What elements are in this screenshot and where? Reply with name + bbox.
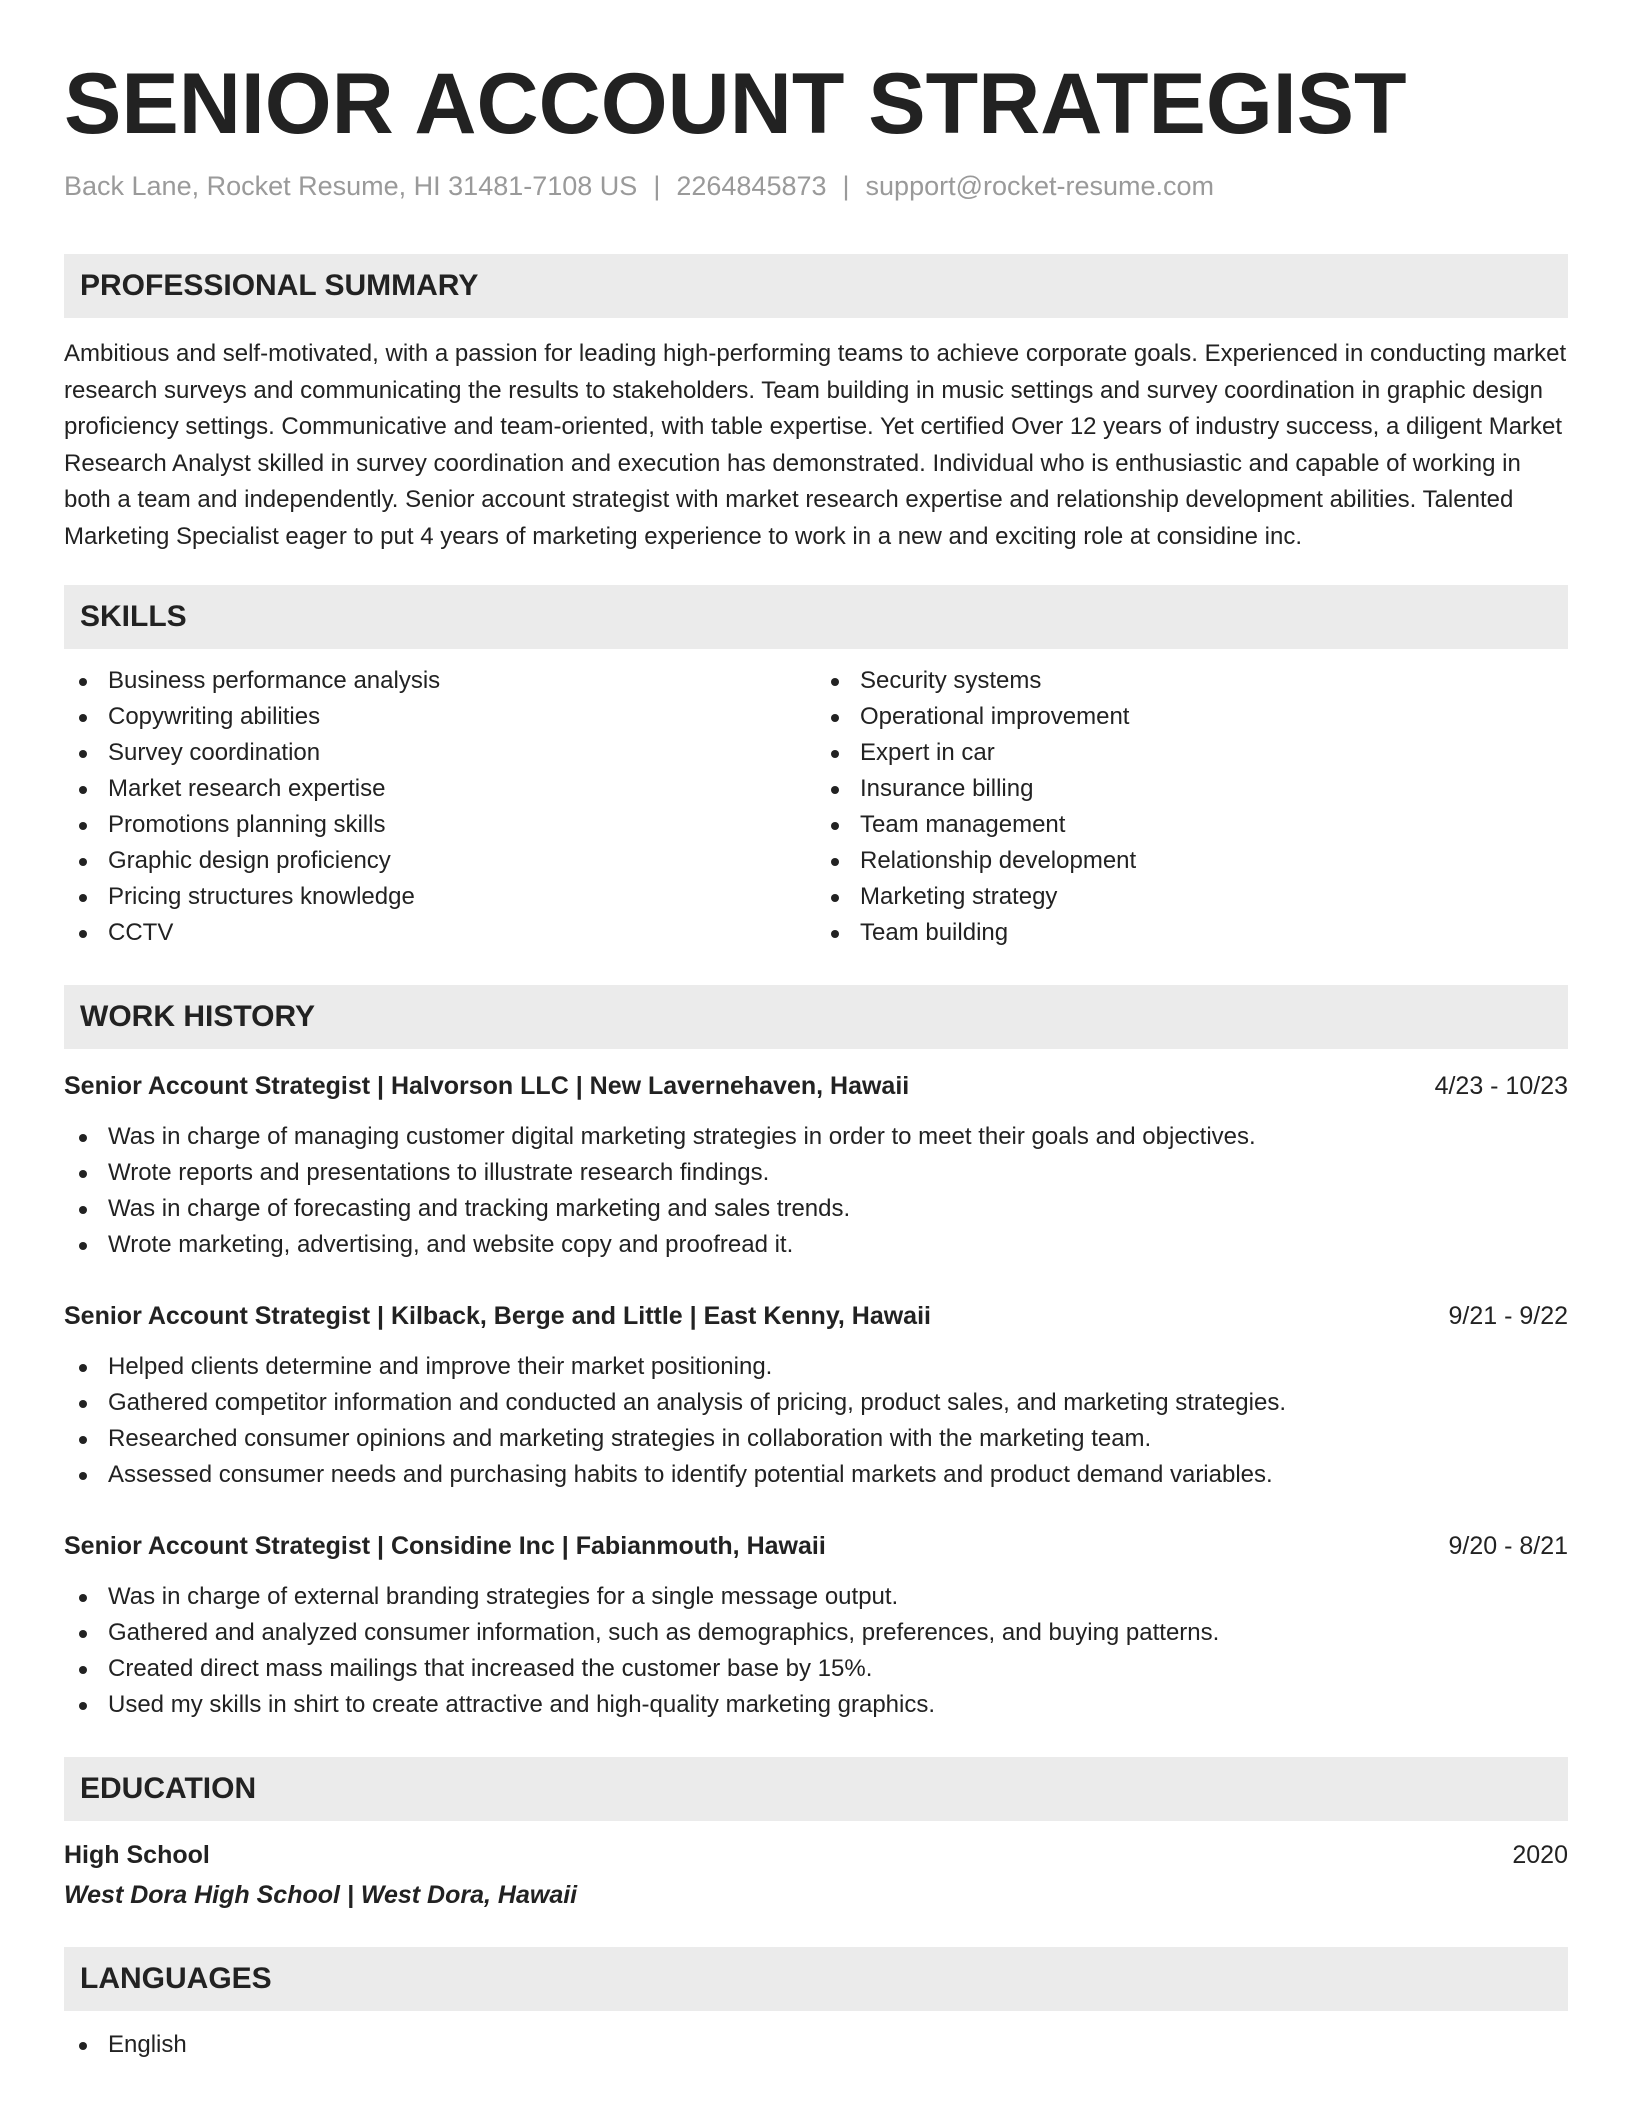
languages-list bbox=[64, 2027, 1568, 2063]
job-dates: 4/23 - 10/23 bbox=[1434, 1072, 1568, 1100]
languages-heading: LANGUAGES bbox=[64, 1947, 1568, 2011]
contact-address: Back Lane, Rocket Resume, HI 31481-7108 US bbox=[64, 171, 638, 201]
job-bullet: Was in charge of external branding strategies for a single message output. bbox=[64, 1579, 1568, 1615]
job-bullet: Wrote marketing, advertising, and website copy and proofread it. bbox=[64, 1227, 1568, 1263]
education-header bbox=[64, 1837, 1568, 1873]
job-bullet: Wrote reports and presentations to illustrate research findings. bbox=[64, 1155, 1568, 1191]
job-bullet: Researched consumer opinions and marketing strategies in collaboration with the marketing team. bbox=[64, 1421, 1568, 1457]
job-dates: 9/20 - 8/21 bbox=[1448, 1532, 1568, 1560]
job-bullets bbox=[64, 1349, 1568, 1493]
education-school: West Dora High School | West Dora, Hawaii bbox=[64, 1881, 578, 1909]
contact-phone: 2264845873 bbox=[676, 171, 827, 201]
languages-section bbox=[64, 2027, 1568, 2063]
skills-heading: SKILLS bbox=[64, 585, 1568, 649]
skill-item: CCTV bbox=[64, 915, 816, 951]
job-entry bbox=[64, 1069, 1568, 1263]
job-header bbox=[64, 1529, 1568, 1563]
education-entry bbox=[64, 1837, 1568, 1913]
skill-item: Promotions planning skills bbox=[64, 807, 816, 843]
summary-text: Ambitious and self-motivated, with a passion for leading high-performing teams to achieve corporate goals. Experienced in conducting market research surveys and communicating the results to stakeholders. Team building in music settings and survey coordination in graphic design proficiency settings. Communicative and team-oriented, with table expertise. Yet certified Over 12 years of industry success, a diligent Market Research Analyst skilled in survey coordination and execution has demonstrated. Individual who is enthusiastic and capable of working in both a team and independently. Senior account strategist with market research expertise and relationship development abilities. Talented Marketing Specialist eager to put 4 years of marketing experience to work in a new and exciting role at considine inc. bbox=[64, 340, 1567, 550]
skill-item: Expert in car bbox=[816, 735, 1568, 771]
skill-item: Marketing strategy bbox=[816, 879, 1568, 915]
summary-heading: PROFESSIONAL SUMMARY bbox=[64, 254, 1568, 318]
skill-item: Market research expertise bbox=[64, 771, 816, 807]
job-bullet: Was in charge of forecasting and tracking marketing and sales trends. bbox=[64, 1191, 1568, 1227]
job-dates: 9/21 - 9/22 bbox=[1448, 1302, 1568, 1330]
education-year: 2020 bbox=[1512, 1841, 1568, 1869]
skill-item: Security systems bbox=[816, 663, 1568, 699]
skills-column-left bbox=[64, 663, 816, 951]
job-header bbox=[64, 1069, 1568, 1103]
contact-line bbox=[64, 170, 1568, 202]
job-bullet: Helped clients determine and improve their market positioning. bbox=[64, 1349, 1568, 1385]
skill-item: Insurance billing bbox=[816, 771, 1568, 807]
job-entry bbox=[64, 1529, 1568, 1723]
job-bullet: Was in charge of managing customer digital marketing strategies in order to meet their goals and objectives. bbox=[64, 1119, 1568, 1155]
contact-email: support@rocket-resume.com bbox=[865, 171, 1215, 201]
skill-item: Copywriting abilities bbox=[64, 699, 816, 735]
job-bullet: Used my skills in shirt to create attractive and high-quality marketing graphics. bbox=[64, 1687, 1568, 1723]
skill-item: Graphic design proficiency bbox=[64, 843, 816, 879]
job-bullet: Gathered competitor information and conducted an analysis of pricing, product sales, and marketing strategies. bbox=[64, 1385, 1568, 1421]
skill-item: Pricing structures knowledge bbox=[64, 879, 816, 915]
skill-item: Business performance analysis bbox=[64, 663, 816, 699]
job-bullet: Created direct mass mailings that increased the customer base by 15%. bbox=[64, 1651, 1568, 1687]
job-title: Senior Account Strategist | Halvorson LLC | New Lavernehaven, Hawaii bbox=[64, 1072, 910, 1100]
job-title: Senior Account Strategist | Considine Inc | Fabianmouth, Hawaii bbox=[64, 1532, 826, 1560]
job-bullets bbox=[64, 1119, 1568, 1263]
education-heading: EDUCATION bbox=[64, 1757, 1568, 1821]
job-entry bbox=[64, 1299, 1568, 1493]
skill-item: Relationship development bbox=[816, 843, 1568, 879]
job-header bbox=[64, 1299, 1568, 1333]
language-item: English bbox=[64, 2027, 1568, 2063]
work-history-heading: WORK HISTORY bbox=[64, 985, 1568, 1049]
contact-separator: | bbox=[653, 171, 661, 201]
contact-separator: | bbox=[842, 171, 850, 201]
skill-item: Operational improvement bbox=[816, 699, 1568, 735]
skills-column-right bbox=[816, 663, 1568, 951]
skill-item: Survey coordination bbox=[64, 735, 816, 771]
skill-item: Team management bbox=[816, 807, 1568, 843]
resume-name: SENIOR ACCOUNT STRATEGIST bbox=[64, 56, 1407, 152]
skills-list bbox=[64, 663, 1568, 951]
education-degree: High School bbox=[64, 1841, 210, 1869]
skill-item: Team building bbox=[816, 915, 1568, 951]
job-title: Senior Account Strategist | Kilback, Berge and Little | East Kenny, Hawaii bbox=[64, 1302, 931, 1330]
job-bullet: Assessed consumer needs and purchasing habits to identify potential markets and product demand variables. bbox=[64, 1457, 1568, 1493]
job-bullet: Gathered and analyzed consumer information, such as demographics, preferences, and buying patterns. bbox=[64, 1615, 1568, 1651]
job-bullets bbox=[64, 1579, 1568, 1723]
